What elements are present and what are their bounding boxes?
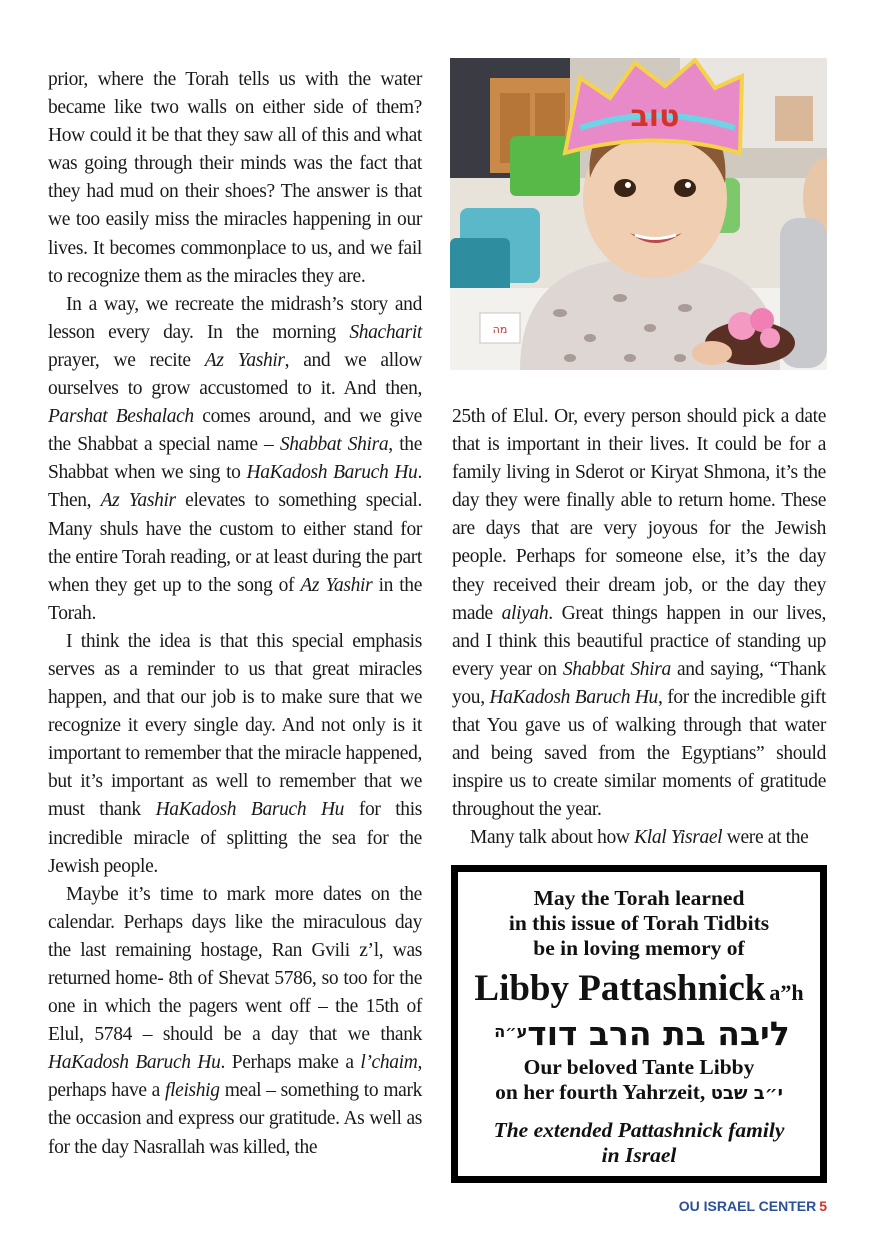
memorial-name xyxy=(458,969,820,1013)
left-paragraph-3: I think the idea is that this special emphasis serves as a reminder to us that great miracles happen, and that our job is to make sure that we recognize it every single day. And not only is it important to remember that the miracle happened, but it’s important as well to remember that we must thank HaKadosh Baruch Hu for this incredible miracle of splitting the sea for the Jewish people. xyxy=(48,630,423,877)
left-paragraph-2: In a way, we recreate the midrash’s story and lesson every day. In the morning Shacharit prayer, we recite Az Yashir, and we allow ourselves to grow accustomed to it. And then, Parshat Beshalach comes around, and we give the Shabbat a special name – Shabbat Shira, the Shabbat when we sing to HaKadosh Baruch Hu. Then, Az Yashir elevates to something special. Many shuls have the custom to either stand for the entire Torah reading, or at least during the part when they get up to the song of Az Yashir in the Torah. xyxy=(48,293,423,624)
page-number: 5 xyxy=(819,1198,827,1214)
dedication-line-3: be in loving memory of xyxy=(533,936,745,960)
crown-text: טוב xyxy=(630,99,680,134)
family-line-2: in Israel xyxy=(601,1143,677,1167)
child-birthday-photo xyxy=(450,58,827,370)
yahrzeit-text: on her fourth Yahrzeit, xyxy=(495,1080,706,1104)
right-paragraph-1: 25th of Elul. Or, every person should pick a date that is important in their lives. It could be for a family living in Sderot or Kiryat Shmona, it’s the day they were finally able to return home. These are days that are very joyous for the Jewish people. Perhaps for someone else, it’s the day they received their dream job, or the day they made aliyah. Great things happen in our lives, and I think this beautiful practice of standing up every year on Shabbat Shira and saying, “Thank you, HaKadosh Baruch Hu, for the incredible gift that You gave us of walking through that water and being saved from the Egyptians” should inspire us to create similar moments of gratitude throughout the year. xyxy=(452,406,826,821)
dedication-intro xyxy=(458,872,820,961)
footer-publication-label: OU ISRAEL CENTER xyxy=(678,1198,817,1214)
dedication-line-2: in this issue of Torah Tidbits xyxy=(508,911,770,935)
hebrew-name-suffix: ע״ה xyxy=(494,1022,528,1041)
dedication-line-5 xyxy=(458,1080,820,1106)
memorial-name-suffix: a”h xyxy=(769,980,804,1005)
dedication-line-4: Our beloved Tante Libby xyxy=(523,1055,755,1079)
right-paragraph-2: Many talk about how Klal Yisrael were at the xyxy=(470,827,809,849)
memorial-dedication-box xyxy=(451,865,827,1183)
family-line-1: The extended Pattashnick family xyxy=(493,1118,785,1142)
memorial-name-text: Libby Pattashnick xyxy=(474,968,766,1009)
dedication-line-1: May the Torah learned xyxy=(533,886,745,910)
photo-sign-text: מה xyxy=(492,323,508,336)
left-paragraph-4: Maybe it’s time to mark more dates on the calendar. Perhaps days like the miraculous day the last remaining hostage, Ran Gvili z’l, was returned home- 8th of Shevat 5786, so too for the one in which the pagers went off – the 15th of Elul, 5784 – should be a day that we thank HaKadosh Baruch Hu. Perhaps make a l’chaim, perhaps have a fleishig meal – something to mark the occasion and express our gratitude. As well as for the day Nasrallah was killed, the xyxy=(48,883,422,1158)
photo-illustration xyxy=(450,58,827,370)
memorial-hebrew-name xyxy=(458,1013,820,1053)
hebrew-date: י״ב שבט xyxy=(710,1083,783,1104)
article-left-column xyxy=(48,66,422,1162)
page-footer xyxy=(679,1198,827,1214)
article-right-column xyxy=(452,403,826,853)
left-paragraph-1: prior, where the Torah tells us with the water became like two walls on either side of them? How could it be that they saw all of this and what was going through their minds was the fact that they had mud on their shoes? The answer is that we too easily miss the miracles happening in our lives. It becomes commonplace to us, and we fail to recognize them as the miracles they are. xyxy=(48,69,422,287)
hebrew-name-text: ליבה בת הרב דוד xyxy=(527,1014,790,1053)
dedication-family xyxy=(458,1118,820,1168)
dedication-yahrzeit xyxy=(458,1055,820,1106)
